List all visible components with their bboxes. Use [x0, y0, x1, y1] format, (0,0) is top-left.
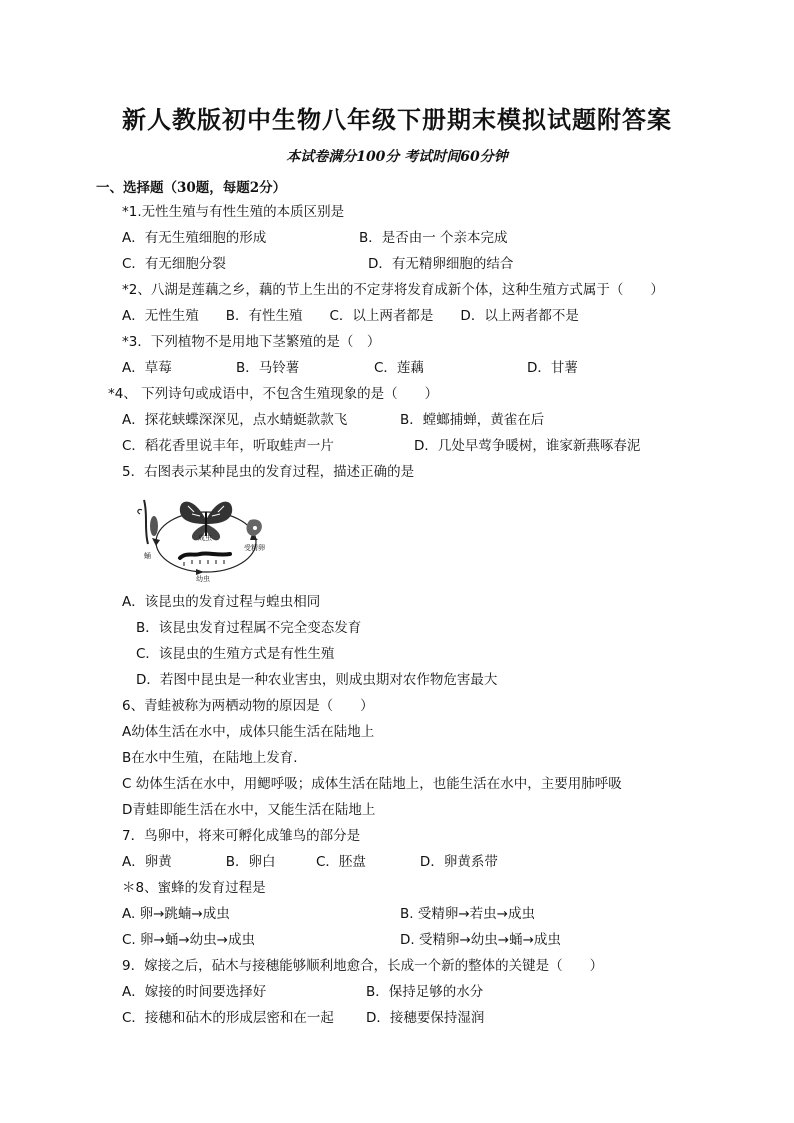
- question-6-option-d: D青蛙即能生活在水中，又能生活在陆地上: [122, 802, 376, 818]
- question-5-option-b: B．该昆虫发育过程属不完全变态发育: [136, 620, 362, 636]
- question-6-option-a: A幼体生活在水中，成体只能生活在陆地上: [122, 724, 375, 740]
- question-4-option-b: B．螳螂捕蝉，黄雀在后: [400, 412, 545, 428]
- question-8-option-c: C. 卵→蛹→幼虫→成虫: [122, 932, 255, 948]
- question-8-option-d: D. 受精卵→幼虫→蛹→成虫: [400, 932, 561, 948]
- question-1-stem: *1.无性生殖与有性生殖的本质区别是: [122, 204, 345, 220]
- question-9-option-a: A．嫁接的时间要选择好: [122, 984, 267, 1000]
- caterpillar-larva-icon: [180, 553, 230, 566]
- question-5-option-a: A．该昆虫的发育过程与蝗虫相同: [122, 594, 321, 610]
- question-3-option-c: C．莲藕: [374, 360, 424, 376]
- section-heading: 一、选择题（30题，每题2分）: [96, 180, 287, 196]
- question-6-option-b: B在水中生殖，在陆地上发育.: [122, 750, 298, 766]
- question-1-option-b: B．是否由一 个亲本完成: [359, 230, 508, 246]
- question-8-option-a: A. 卵→跳蝻→成虫: [122, 906, 230, 922]
- question-1-option-d: D．有无精卵细胞的结合: [368, 256, 514, 272]
- question-7-stem: 7．鸟卵中，将来可孵化成雏鸟的部分是: [122, 828, 361, 844]
- question-3-option-a: A．草莓: [122, 360, 172, 376]
- page-title: 新人教版初中生物八年级下册期末模拟试题附答案: [122, 105, 672, 134]
- question-5-option-d: D．若图中昆虫是一种农业害虫，则成虫期对农作物危害最大: [136, 672, 498, 688]
- question-1-option-a: A．有无生殖细胞的形成: [122, 230, 267, 246]
- question-5-stem: 5．右图表示某种昆虫的发育过程，描述正确的是: [122, 464, 415, 480]
- question-9-option-b: B．保持足够的水分: [366, 984, 484, 1000]
- question-9-option-d: D．接穗要保持湿润: [366, 1010, 485, 1026]
- pupa-icon: [138, 500, 158, 544]
- question-9-option-c: C．接穗和砧木的形成层密和在一起: [122, 1010, 334, 1026]
- label-pupa: 蛹: [144, 552, 151, 560]
- question-6-stem: 6、青蛙被称为两栖动物的原因是（ ）: [122, 698, 374, 714]
- question-6-option-c: C 幼体生活在水中，用鳃呼吸；成体生活在陆地上，也能生活在水中，主要用肺呼吸: [122, 776, 622, 792]
- label-egg: 受精卵: [244, 544, 265, 552]
- question-9-stem: 9．嫁接之后，砧木与接穗能够顺利地愈合，长成一个新的整体的关键是（ ）: [122, 958, 604, 974]
- question-8-stem: ＊8、蜜蜂的发育过程是: [122, 880, 266, 896]
- question-4-option-c: C．稻花香里说丰年，听取蛙声一片: [122, 438, 334, 454]
- insect-lifecycle-figure: [134, 490, 274, 584]
- question-2-options: A．无性生殖 B．有性生殖 C．以上两者都是 D．以上两者都不是: [122, 308, 579, 324]
- egg-on-leaf-icon: [247, 519, 262, 536]
- cycle-arrow-left: [152, 538, 160, 546]
- question-8-option-b: B. 受精卵→若虫→成虫: [400, 906, 535, 922]
- question-4-option-d: D．几处早莺争暖树，谁家新燕啄春泥: [414, 438, 641, 454]
- question-4-stem: *4、 下列诗句或成语中，不包含生殖现象的是（ ）: [108, 386, 439, 402]
- question-3-option-b: B．马铃薯: [236, 360, 300, 376]
- question-4-option-a: A．探花蛱蝶深深见，点水蜻蜓款款飞: [122, 412, 348, 428]
- question-2-stem: *2、八湖是莲藕之乡，藕的节上生出的不定芽将发育成新个体，这种生殖方式属于（ ）: [122, 282, 664, 298]
- question-7-options: A．卵黄 B．卵白 C．胚盘 D．卵黄系带: [122, 854, 498, 870]
- question-3-stem: *3．下列植物不是用地下茎繁殖的是（ ）: [122, 334, 381, 350]
- label-larva: 幼虫: [196, 575, 210, 583]
- label-adult: 成虫: [198, 534, 212, 542]
- question-5-option-c: C．该昆虫的生殖方式是有性生殖: [136, 646, 335, 662]
- page-subtitle: 本试卷满分100分 考试时间60分钟: [286, 149, 508, 165]
- question-3-option-d: D．甘薯: [527, 360, 578, 376]
- question-1-option-c: C．有无细胞分裂: [122, 256, 226, 272]
